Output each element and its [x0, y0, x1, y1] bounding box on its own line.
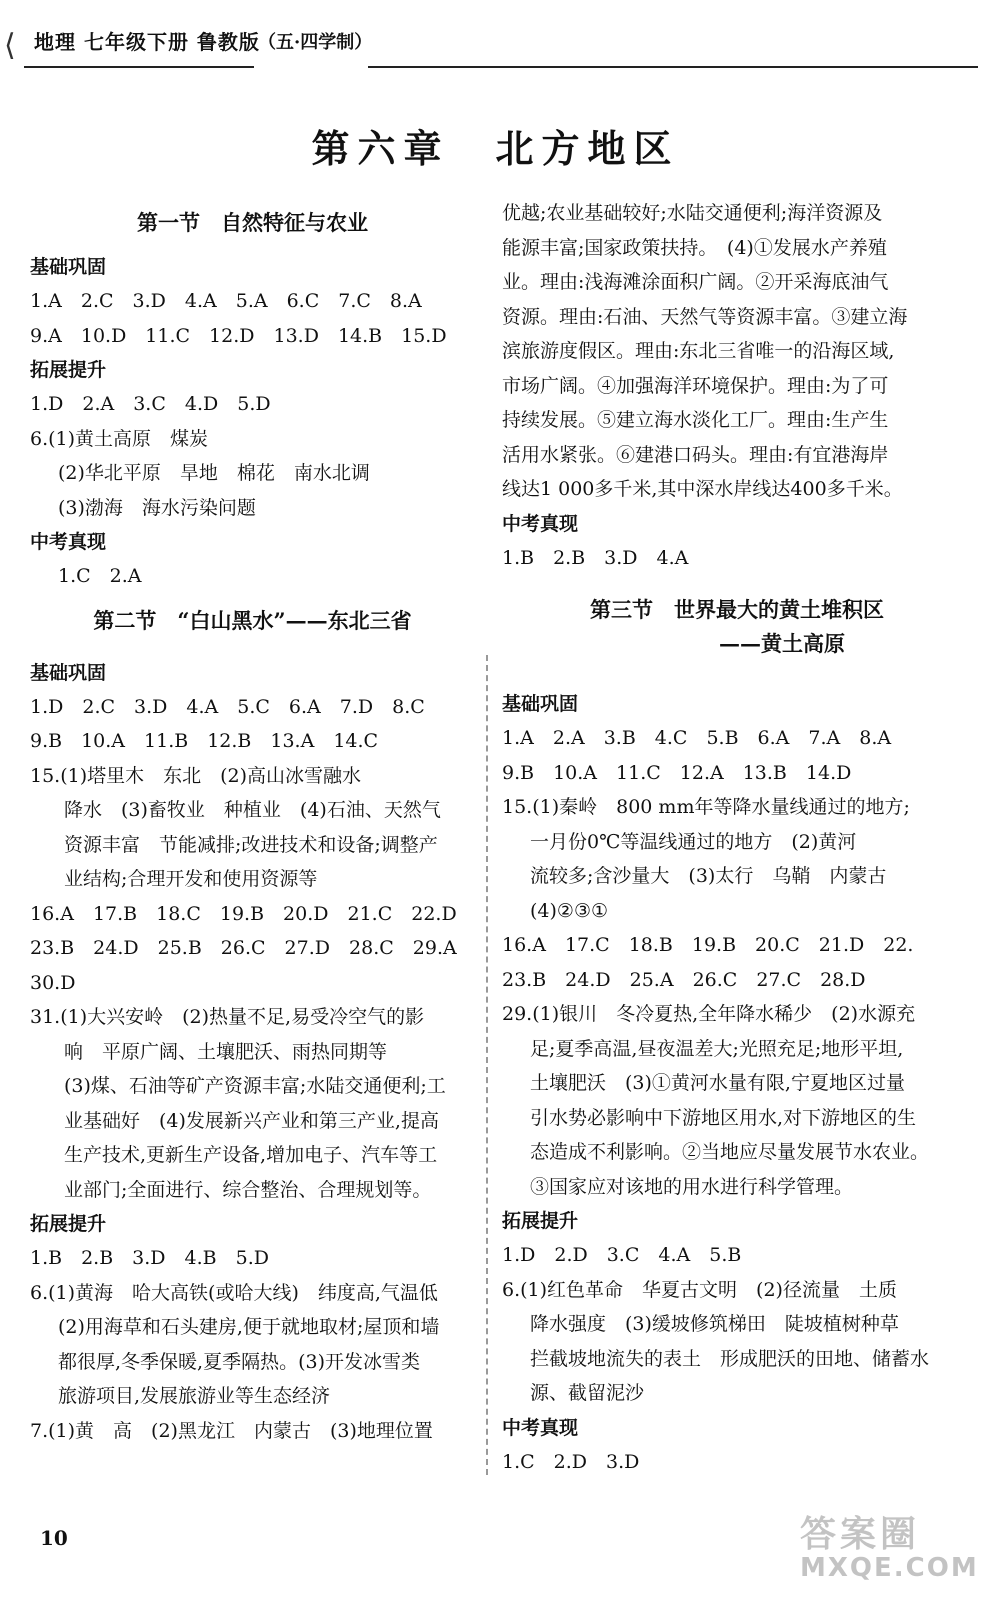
answer-line: 旅游项目,发展旅游业等生态经济 — [58, 1385, 331, 1407]
section-3-ext-heading: 拓展提升 — [502, 1210, 579, 1232]
answer-line: 流较多;含沙量大 (3)太行 乌鞘 内蒙古 — [530, 865, 887, 887]
answer-line: 业部门;全面进行、综合整治、合理规划等。 — [64, 1178, 432, 1201]
section-1-exam-heading: 中考真现 — [30, 531, 107, 553]
answer-line: 1.A 2.A 3.B 4.C 5.B 6.A 7.A 8.A — [502, 727, 892, 749]
answer-line: 16.A 17.B 18.C 19.B 20.D 21.C 22.D — [30, 902, 457, 925]
left-column — [30, 196, 475, 1448]
answer-line: 拦截坡地流失的表土 形成肥沃的田地、储蓄水 — [530, 1347, 930, 1370]
answer-line: (4)②③① — [530, 899, 609, 922]
answer-line: 6.(1)黄土高原 煤炭 — [30, 427, 209, 450]
answer-line: 业基础好 (4)发展新兴产业和第三产业,提高 — [64, 1109, 439, 1132]
watermark-top: 答案圈 — [800, 1514, 921, 1555]
answer-line: 1.D 2.C 3.D 4.A 5.C 6.A 7.D 8.C — [30, 695, 425, 718]
section-1-title: 第一节 自然特征与农业 — [137, 210, 368, 235]
answer-line: 6.(1)黄海 哈大高铁(或哈大线) 纬度高,气温低 — [30, 1281, 438, 1304]
section-1-basic-heading: 基础巩固 — [30, 256, 107, 278]
watermark-bottom: MXQE.COM — [800, 1553, 979, 1583]
answer-line: 优越;农业基础较好;水陆交通便利;海洋资源及 — [502, 202, 883, 224]
answer-line: 9.A 10.D 11.C 12.D 13.D 14.B 15.D — [30, 324, 447, 347]
section-1-ext-heading: 拓展提升 — [30, 359, 107, 381]
page-number: 10 — [40, 1526, 68, 1550]
answer-line: 16.A 17.C 18.B 19.B 20.C 21.D 22. — [502, 934, 914, 956]
answer-line: 态造成不利影响。②当地应尽量发展节水农业。 — [530, 1141, 930, 1163]
answer-line: 1.C 2.A — [58, 565, 142, 587]
answer-line: 生产技术,更新生产设备,增加电子、汽车等工 — [64, 1144, 438, 1166]
answer-line: 7.(1)黄 高 (2)黑龙江 内蒙古 (3)地理位置 — [30, 1419, 433, 1442]
header-rule-left — [24, 66, 254, 68]
answer-line: 1.B 2.B 3.D 4.A — [502, 546, 689, 569]
answer-line: 1.C 2.D 3.D — [502, 1450, 640, 1473]
answer-line: 降水强度 (3)缓坡修筑梯田 陡坡植树种草 — [530, 1313, 899, 1335]
section-2-ext-heading: 拓展提升 — [30, 1213, 107, 1235]
answer-line: 15.(1)塔里木 东北 (2)高山冰雪融水 — [30, 764, 362, 787]
chapter-title: 第六章 北方地区 — [311, 126, 680, 171]
answer-line: 1.B 2.B 3.D 4.B 5.D — [30, 1247, 269, 1269]
answer-line: 30.D — [30, 971, 76, 994]
answer-line: 1.A 2.C 3.D 4.A 5.A 6.C 7.C 8.A — [30, 290, 422, 312]
answer-line: 9.B 10.A 11.B 12.B 13.A 14.C — [30, 730, 379, 752]
exam-heading: 中考真现 — [502, 512, 579, 535]
running-header — [0, 18, 991, 68]
header-ornament: ⟨ — [4, 28, 16, 63]
answer-line: 6.(1)红色革命 华夏古文明 (2)径流量 土质 — [502, 1278, 897, 1301]
answer-line: 9.B 10.A 11.C 12.A 13.B 14.D — [502, 761, 852, 784]
section-3-title: 第三节 世界最大的黄土堆积区 — [590, 597, 884, 622]
answer-line: 1.D 2.D 3.C 4.A 5.B — [502, 1244, 742, 1266]
answer-line: 引水势必影响中下游地区用水,对下游地区的生 — [530, 1106, 917, 1129]
answer-line: (2)华北平原 旱地 棉花 南水北调 — [58, 462, 370, 484]
answer-line: 资源丰富 节能减排;改进技术和设备;调整产 — [64, 833, 438, 856]
section-3-subtitle: ——黄土高原 — [719, 631, 845, 656]
watermark-logo — [800, 1506, 979, 1590]
answer-line: 业。理由:浅海滩涂面积广阔。②开采海底油气 — [502, 271, 889, 293]
answer-line: 降水 (3)畜牧业 种植业 (4)石油、天然气 — [64, 799, 441, 821]
answer-line: 市场广阔。④加强海洋环境保护。理由:为了可 — [502, 374, 889, 397]
answer-line: 足;夏季高温,昼夜温差大;光照充足;地形平坦, — [530, 1037, 904, 1060]
header-rule-right — [368, 66, 978, 68]
answer-line: 都很厚,冬季保暖,夏季隔热。(3)开发冰雪类 — [58, 1350, 420, 1373]
answer-line: 业结构;合理开发和使用资源等 — [64, 868, 318, 890]
answer-line: 1.D 2.A 3.C 4.D 5.D — [30, 393, 271, 415]
answer-line: 活用水紧张。⑥建港口码头。理由:有宜港海岸 — [502, 443, 889, 466]
section-3-exam-heading: 中考真现 — [502, 1416, 579, 1439]
answer-line: 能源丰富;国家政策扶持。 (4)①发展水产养殖 — [502, 236, 887, 259]
answer-line: (2)用海草和石头建房,便于就地取材;屋顶和墙 — [58, 1316, 440, 1338]
section-2-basic-heading: 基础巩固 — [30, 661, 107, 684]
answer-line: (3)煤、石油等矿产资源丰富;水陆交通便利;工 — [64, 1075, 446, 1097]
header-subject: 地理 七年级下册 鲁教版 — [34, 30, 260, 54]
header-edition: （五·四学制） — [258, 32, 373, 53]
answer-line: 15.(1)秦岭 800 mm年等降水量线通过的地方; — [502, 796, 910, 818]
answer-line: 资源。理由:石油、天然气等资源丰富。③建立海 — [502, 305, 908, 328]
section-3-basic-heading: 基础巩固 — [502, 693, 579, 715]
answer-line: 持续发展。⑤建立海水淡化工厂。理由:生产生 — [502, 409, 889, 431]
answer-line: 31.(1)大兴安岭 (2)热量不足,易受冷空气的影 — [30, 1006, 425, 1028]
section-2-title: 第二节 “白山黑水”——东北三省 — [93, 607, 412, 633]
answer-line: 源、截留泥沙 — [530, 1382, 645, 1404]
column-divider — [486, 655, 488, 1475]
answer-line: ③国家应对该地的用水进行科学管理。 — [530, 1175, 854, 1198]
answer-line: (3)渤海 海水污染问题 — [58, 496, 256, 519]
answer-line: 响 平原广阔、土壤肥沃、雨热同期等 — [64, 1040, 388, 1063]
answer-line: 线达1 000多千米,其中深水岸线达400多千米。 — [502, 478, 903, 500]
answer-line: 29.(1)银川 冬冷夏热,全年降水稀少 (2)水源充 — [502, 1003, 916, 1025]
right-column — [502, 196, 972, 1479]
answer-line: 土壤肥沃 (3)①黄河水量有限,宁夏地区过量 — [530, 1072, 905, 1094]
answer-line: 23.B 24.D 25.B 26.C 27.D 28.C 29.A — [30, 937, 457, 959]
answer-line: 一月份0℃等温线通过的地方 (2)黄河 — [530, 830, 857, 853]
answer-line: 23.B 24.D 25.A 26.C 27.C 28.D — [502, 968, 866, 991]
answer-line: 滨旅游度假区。理由:东北三省唯一的沿海区域, — [502, 340, 895, 362]
